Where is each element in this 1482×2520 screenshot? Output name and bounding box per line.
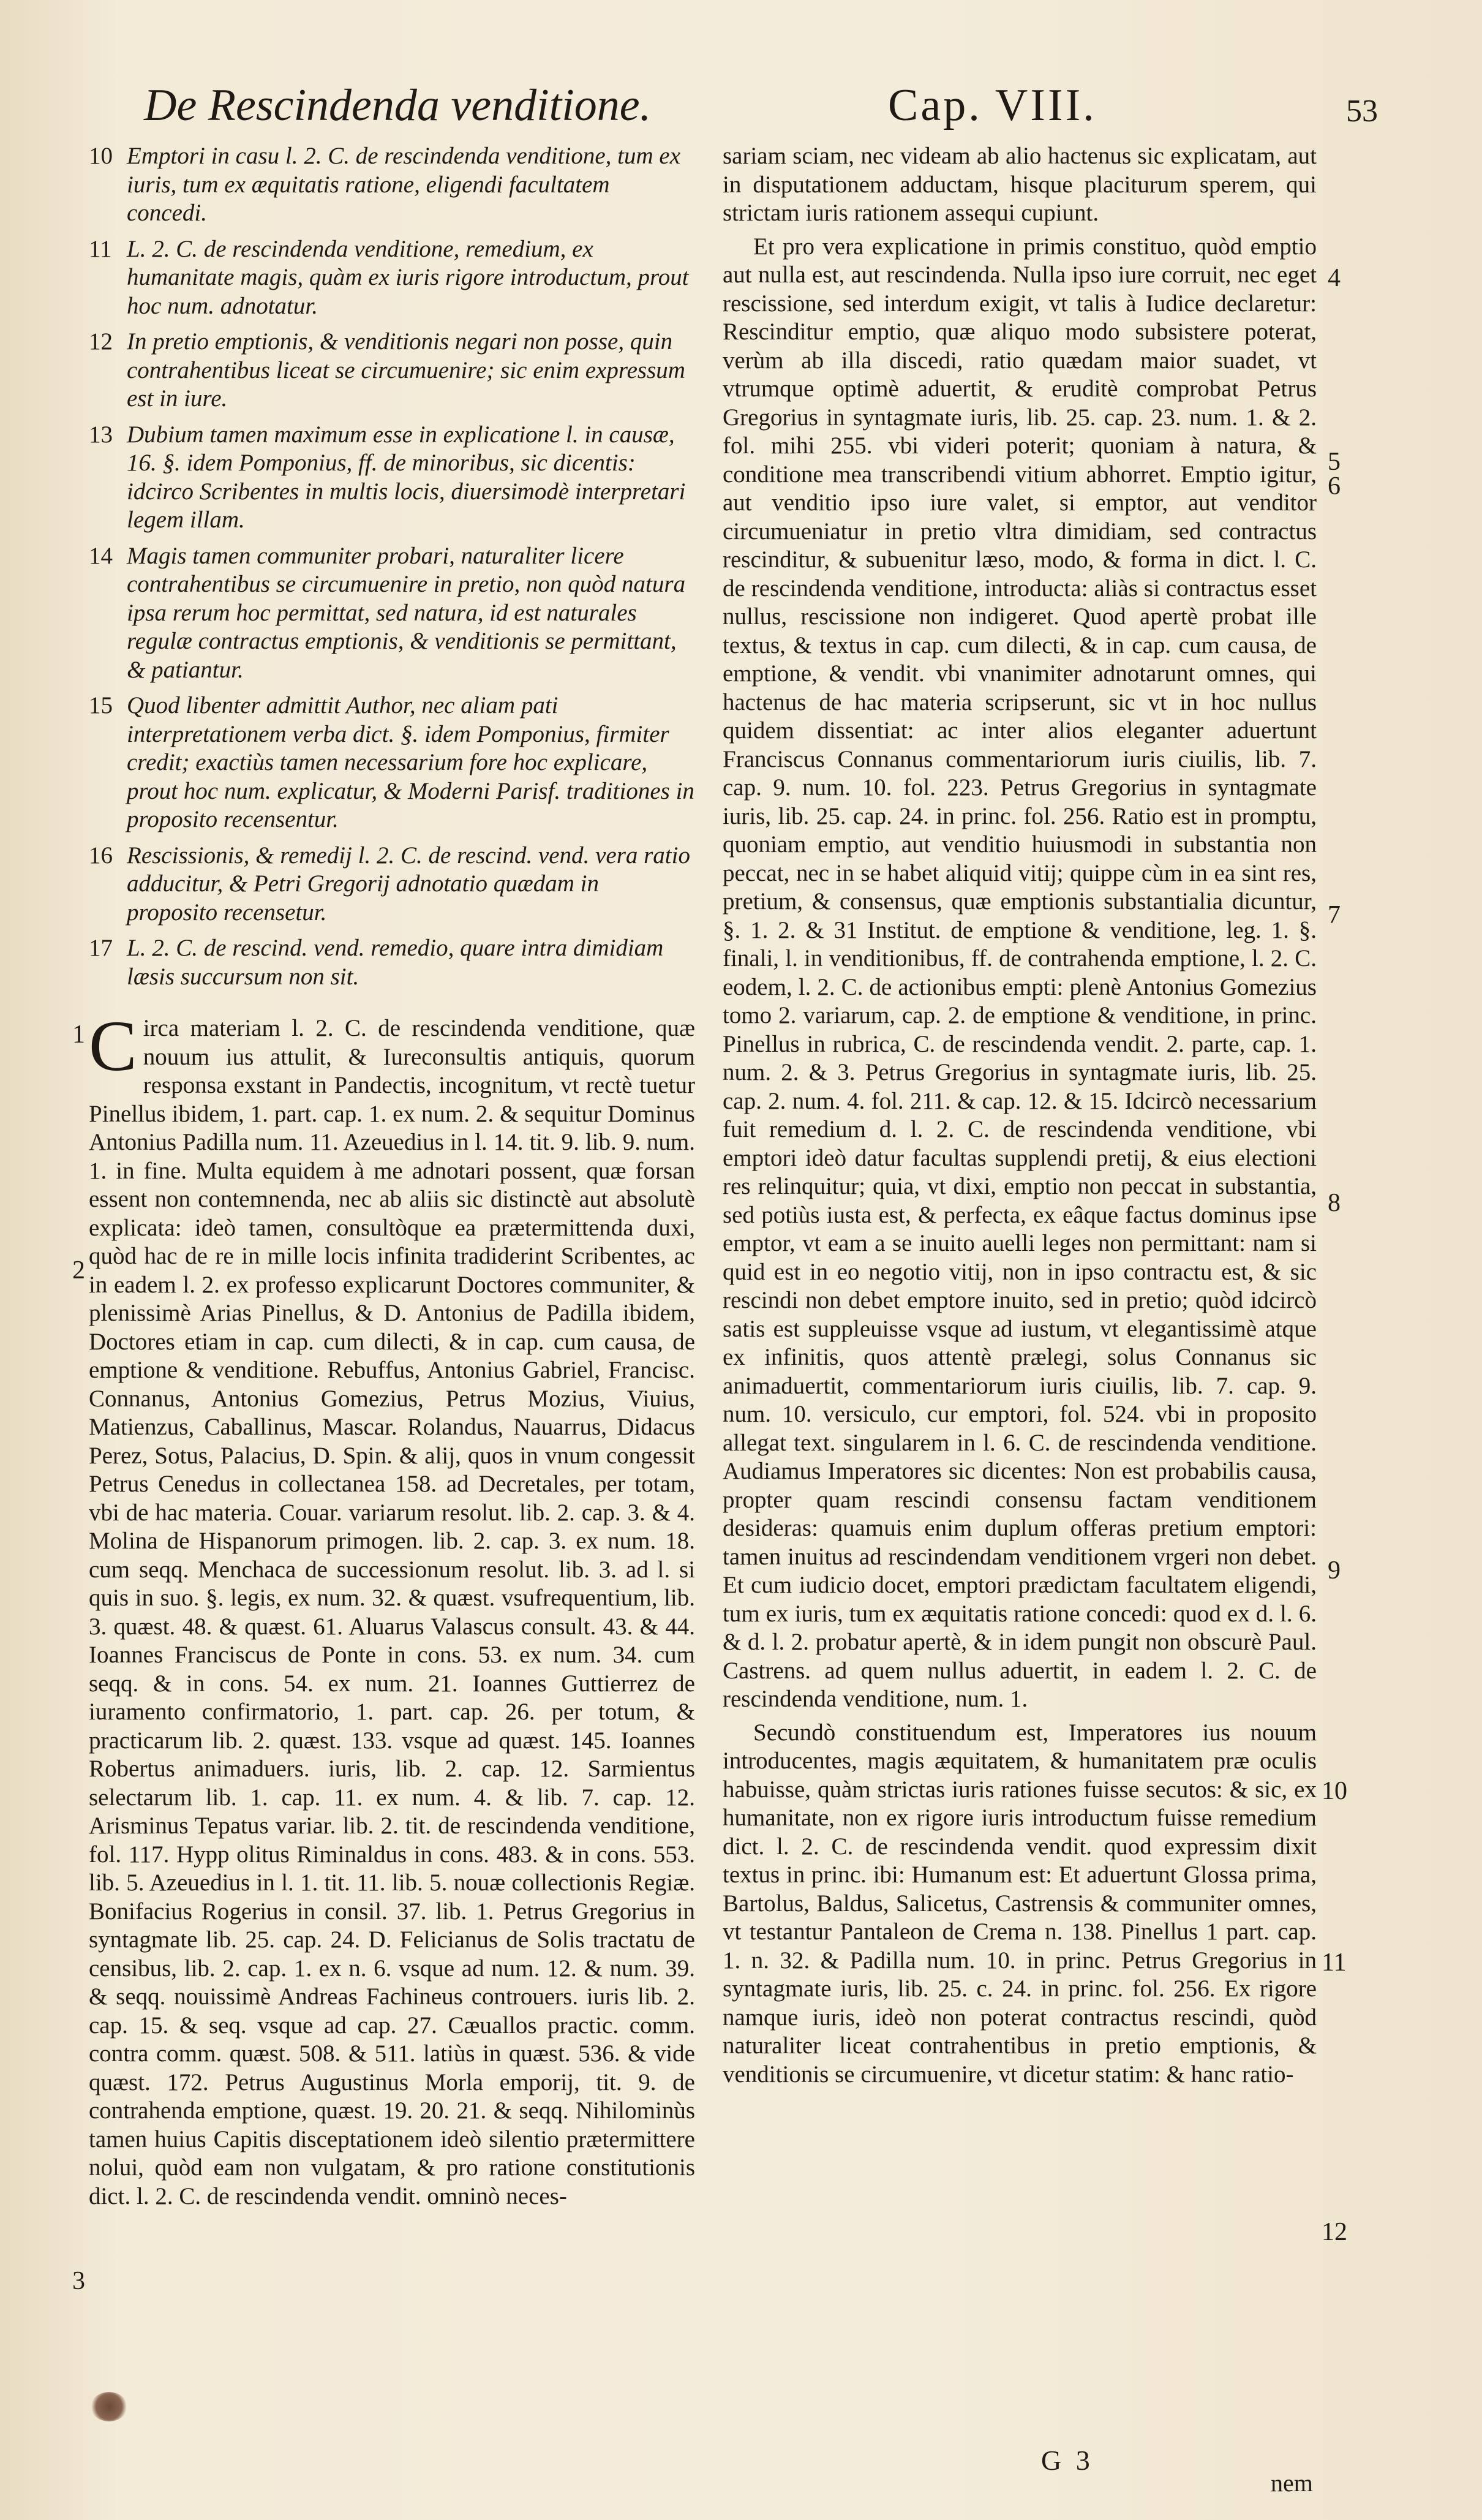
body-paragraph: Secundò constituendum est, Imperatores ius nouum introducentes, magis æquitatem, & humanitatem præ oculis habuisse, quàm strictas iuris rationes fuisse secutos: & sic, ex humanitate, non ex rigore iuris introductum fuisse remedium dict. l. 2. C. de rescindenda vendit. quod expressim dixit textus in princ. ibi: Humanum est: Et aduertunt Glossa prima, Bartolus, Baldus, Salicetus, Castrensis & communiter omnes, vt testantur Pantaleon de Crema n. 138. Pinellus 1 part. cap. 1. n. 32. & Padilla num. 10. in princ. Petrus Gregorius in syntagmate iuris, lib. 25. c. 24. in princ. fol. 256. Ex rigore namque iuris, ideò non poterat contractus rescindi, quòd naturaliter liceat contrahentibus in pretio emptionis, & venditionis se circumuenire, vt dicetur statim: & hanc ratio- [723,1719,1317,2088]
continuation-paragraph: sariam sciam, nec videam ab alio hactenus sic explicatam, aut in disputationem adductam, hisque placiturum sperem, qui strictam iuris rationem assequi cupiunt. [723,143,1317,226]
running-title: De Rescindenda venditione. [144,80,652,130]
drop-capital: C [89,1006,137,1086]
summary-number: 16 [89,842,113,869]
margin-number: 2 [72,1256,85,1285]
opening-paragraph [89,1006,695,2211]
right-column [723,142,1317,2488]
summary-item [89,542,695,685]
summary-text: L. 2. C. de rescindenda venditione, remedium, ex humanitate magis, quàm ex iuris rigore introductum, prout hoc num. adnotatur. [127,235,689,319]
summary-number: 11 [89,235,112,262]
margin-number: 10 [1322,1777,1347,1805]
summary-number: 12 [89,328,113,355]
page-header [0,80,1482,141]
body-paragraph: Et pro vera explicatione in primis constituo, quòd emptio aut nulla est, aut rescindenda. Nulla ipso iure corruit, nec eget rescissione, sed interdum exigit, vt talis à Iudice declaretur: Rescinditur emptio, quæ aliquo modo subsistere poterat, verùm ab illa discedi, ratio quædam maior suadet, vt vtrumque optimè aduertit, & eruditè comprobat Petrus Gregorius in syntagmate iuris, lib. 25. cap. 23. num. 1. & 2. fol. mihi 255. vbi videri poterit; quoniam à natura, & conditione mea transcribendi vitium abhorret. Emptio igitur, aut venditio ipso iure valet, si emptor, aut venditor circumueniatur in pretio vltra dimidiam, sed contractus rescinditur, & subuenitur læso, modo, & forma in dict. l. C. de rescindenda venditione, introducta: aliàs si contractus esset nullus, rescissione non indigeret. Quod apertè probat ille textus, & textus in cap. cum dilecti, & in cap. cum causa, de emptione, & vendit. vbi vnanimiter adnotarunt omnes, qui hactenus de hac materia scripserunt, sic vt in hoc nullus quidem dissentiat: ac inter alios eleganter aduertunt Franciscus Connanus commentariorum iuris ciuilis, lib. 7. cap. 9. num. 10. fol. 223. Petrus Gregorius in syntagmate iuris, lib. 25. cap. 24. in princ. fol. 256. Ratio est in promptu, quoniam emptio, aut venditio huiusmodi in substantia non peccat, nec in se habet aliquid vitij; quippe cùm in ea sint res, pretium, & consensus, quæ emptionis substantialia dicuntur, §. 1. 2. & 31 Institut. de emptione & venditione, leg. 1. §. finali, l. in venditionibus, ff. de contrahenda emptione, l. 2. C. eodem, l. 2. C. de actionibus empti: plenè Antonius Gomezius tomo 2. variarum, cap. 2. de emptione & venditione, in princ. Pinellus in rubrica, C. de rescindenda vendit. 2. parte, cap. 1. num. 2. & 3. Petrus Gregorius in syntagmate iuris, lib. 25. cap. 2. num. 4. fol. 211. & cap. 12. & 15. Idcircò necessarium fuit remedium d. l. 2. C. de rescindenda venditione, vbi emptori ideò datur facultas supplendi pretij, & eius electioni res relinquitur; quia, vt dixi, emptio non peccat in substantia, sed potiùs iusta est, & perfecta, ex eâque factus dominus ipse emptor, vt eam a se inuito auelli leges non permittant: nam si quid est in eo negotio vitij, non in ipso contractu est, & sic rescindi non debet emptore inuito, sed in pretio; quòd idcircò satis est suppleuisse vsque ad iustum, vt elegantissimè atque ex infinitis, quos attentè prælegi, solus Connanus sic animaduertit, commentariorum iuris ciuilis, lib. 7. cap. 9. num. 10. versiculo, cur emptori, fol. 524. vbi in proposito allegat text. singularem in l. 6. C. de rescindenda venditione. Audiamus Imperatores sic dicentes: Non est probabilis causa, propter quam rescindi consensu factam venditionem desideras: quamuis enim duplum offeras pretium emptori: tamen inuitus ad rescindendam venditionem vrgeri non debet. Et cum iudicio docet, emptori prædictam facultatem eligendi, tum ex iuris, tum ex æquitatis ratione concedi: quod ex d. l. 6. & d. l. 2. probatur apertè, & in idem pungit non obscurè Paul. Castrens. ad quem nullus aduertit, in eadem l. 2. C. de rescindenda venditione, num. 1. [723,233,1317,1712]
chapter-heading: Cap. VIII. [888,80,1097,130]
summary-item [89,692,695,834]
summary-number: 15 [89,692,113,719]
catchword: nem [1271,2469,1313,2497]
summary-item [89,142,695,228]
margin-number: 9 [1328,1556,1341,1585]
margin-number: 5 [1328,448,1341,476]
margin-number: 4 [1328,264,1341,292]
summary-number: 14 [89,542,113,569]
summary-text: Rescissionis, & remedij l. 2. C. de rescind. vend. vera ratio adducitur, & Petri Gregorij adnotatio quædam in proposito recensetur. [127,842,690,926]
page-number: 53 [1346,94,1378,129]
summary-number: 17 [89,935,113,961]
summary-item [89,328,695,413]
summary-item [89,235,695,321]
left-column [89,142,695,2488]
margin-number: 7 [1328,901,1341,929]
margin-number: 8 [1328,1189,1341,1217]
summary-list [89,142,695,991]
summary-item [89,421,695,535]
summary-number: 10 [89,143,113,169]
margin-number: 12 [1322,2218,1347,2246]
ink-stain [91,2392,127,2421]
summary-text: Dubium tamen maximum esse in explicatione l. in causæ, 16. §. idem Pomponius, ff. de minoribus, sic dicentis: idcirco Scribentes in multis locis, diuersimodè interpretari legem illam. [127,421,686,533]
margin-number: 3 [72,2267,85,2295]
summary-number: 13 [89,421,113,448]
signature-mark: G 3 [1041,2445,1094,2476]
summary-text: Magis tamen communiter probari, naturaliter licere contrahentibus se circumuenire in pretio, non quòd natura ipsa rerum hoc permittat, sed natura, id est naturales regulæ contractus emptionis, & venditionis se permittant, & patiantur. [127,542,686,683]
summary-text: L. 2. C. de rescind. vend. remedio, quare intra dimidiam læsis succursum non sit. [127,935,664,990]
opening-paragraph-text: irca materiam l. 2. C. de rescindenda venditione, quæ nouum ius attulit, & Iureconsultis antiquis, quorum responsa exstant in Pandectis, incognitum, vt rectè tuetur Pinellus ibidem, 1. part. cap. 1. ex num. 2. & sequitur Dominus Antonius Padilla num. 11. Azeuedius in l. 14. tit. 9. lib. 9. num. 1. in fine. Multa equidem à me adnotari possent, quæ forsan essent non contemnenda, nec ab aliis sic distinctè aut absolutè explicata: ideò tamen, consultòque ea prætermittenda duxi, quòd hac de re in mille locis infinita tradiderint Scribentes, ac in eadem l. 2. ex professo explicarunt Doctores communiter, & plenissimè Arias Pinellus, & D. Antonius de Padilla ibidem, Doctores etiam in cap. cum dilecti, & in cap. cum causa, de emptione & venditione. Rebuffus, Antonius Gabriel, Francisc. Connanus, Antonius Gomezius, Petrus Mozius, Viuius, Matienzus, Caballinus, Mascar. Rolandus, Nauarrus, Didacus Perez, Sotus, Palacius, D. Spin. & alij, quos in vnum congessit Petrus Cenedus in collectanea 158. ad Decretales, per totam, vbi de hac materia. Couar. variarum resolut. lib. 2. cap. 3. & 4. Molina de Hispanorum primogen. lib. 2. cap. 3. ex num. 18. cum seqq. Menchaca de successionum resolut. lib. 3. ad l. si quis in suo. §. legis, ex num. 32. & quæst. vsufrequentium, lib. 3. quæst. 48. & quæst. 61. Aluarus Valascus consult. 43. & 44. Ioannes Franciscus de Ponte in cons. 53. ex num. 34. cum seqq. & in cons. 54. ex num. 21. Ioannes Guttierrez de iuramento confirmatorio, 1. part. cap. 26. per totum, & practicarum lib. 2. quæst. 133. vsque ad quæst. 145. Ioannes Robertus animaduers. iuris, lib. 2. cap. 12. Sarmientus selectarum lib. 1. cap. 11. ex num. 4. & lib. 7. cap. 12. Arisminus Tepatus variar. lib. 2. tit. de rescindenda venditione, fol. 117. Hypp olitus Riminaldus in cons. 483. & in cons. 553. lib. 5. Azeuedius in l. 1. tit. 11. lib. 5. nouæ collectionis Regiæ. Bonifacius Rogerius in consil. 37. lib. 1. Petrus Gregorius in syntagmate lib. 25. cap. 24. D. Felicianus de Solis tractatu de censibus, lib. 2. cap. 1. ex n. 6. vsque ad num. 12. & num. 39. & seqq. nouissimè Andreas Fachineus controuers. iuris lib. 2. cap. 15. & seq. vsque ad cap. 27. Cæuallos practic. comm. contra comm. quæst. 508. & 511. latiùs in quæst. 536. & vide quæst. 172. Petrus Augustinus Morla emporij, tit. 9. de contrahenda emptione, quæst. 19. 20. 21. & seqq. Nihilominùs tamen huius Capitis disceptationem ideò silentio prætermittere nolui, quòd eam non vulgatam, & pro ratione constitutionis dict. l. 2. C. de rescindenda vendit. omninò neces- [89,1015,695,2209]
summary-text: Emptori in casu l. 2. C. de rescindenda venditione, tum ex iuris, tum ex æquitatis ratione, eligendi facultatem concedi. [127,143,681,226]
margin-number: 1 [72,1020,85,1049]
margin-number: 6 [1328,472,1341,500]
summary-item [89,934,695,991]
summary-text: In pretio emptionis, & venditionis negari non posse, quin contrahentibus liceat se circumuenire; sic enim expressum est in iure. [127,328,685,412]
summary-item [89,842,695,927]
margin-number: 11 [1322,1948,1347,1977]
summary-text: Quod libenter admittit Author, nec aliam pati interpretationem verba dict. §. idem Pomponius, firmiter credit; exactiùs tamen necessarium fore hoc explicare, prout hoc num. explicatur, & Moderni Parisf. traditiones in proposito recensentur. [127,692,694,832]
